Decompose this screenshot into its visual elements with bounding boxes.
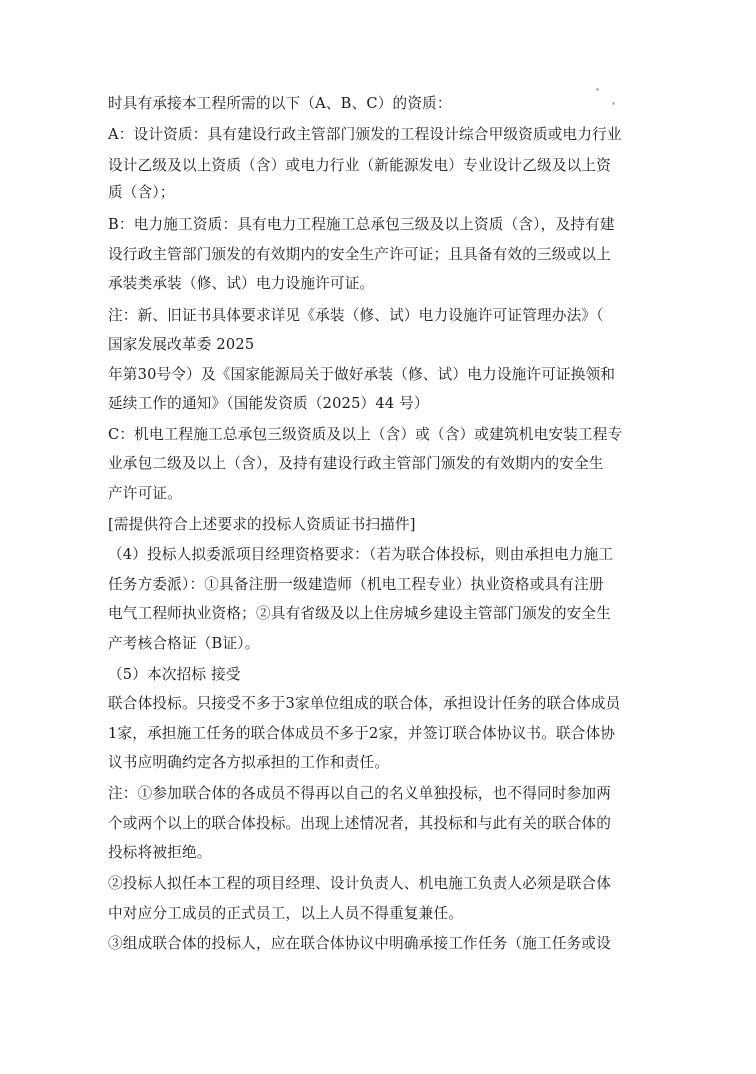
text-line: 投标将被拒绝。 (108, 844, 212, 861)
text-line: 注：①参加联合体的各成员不得再以自己的名义单独投标，也不得同时参加两 (108, 785, 611, 802)
text-line: 电气工程师执业资格；②具有省级及以上住房城乡建设主管部门颁发的安全生 (108, 605, 611, 622)
text-line: 个或两个以上的联合体投标。出现上述情况者，其投标和与此有关的联合体的 (108, 815, 611, 832)
text-line: 设行政主管部门颁发的有效期内的安全生产许可证；且具备有效的三级或以上 (108, 246, 611, 263)
text-line: 年第30号令）及《国家能源局关于做好承装（修、试）电力设施许可证换领和 (108, 366, 616, 383)
text-line: 产考核合格证（B证）。 (108, 635, 260, 652)
text-line: 议书应明确约定各方拟承担的工作和责任。 (108, 754, 390, 771)
text-line: 1家，承担施工任务的联合体成员不多于2家，并签订联合体协议书。联合体协 (108, 725, 616, 742)
text-line: B：电力施工资质：具有电力工程施工总承包三级及以上资质（含），及持有建 (108, 216, 615, 233)
text-line: （5）本次招标 接受 (108, 666, 241, 683)
text-line: 时具有承接本工程所需的以下（A、B、C）的资质： (108, 95, 452, 112)
text-line: 承装类承装（修、试）电力设施许可证。 (108, 275, 375, 292)
text-line: ②投标人拟任本工程的项目经理、设计负责人、机电施工负责人必须是联合体 (108, 875, 611, 892)
text-line: ③组成联合体的投标人，应在联合体协议中明确承接工作任务（施工任务或设 (108, 935, 611, 952)
text-line: 任务方委派）：①具备注册一级建造师（机电工程专业）执业资格或具有注册 (108, 576, 604, 593)
text-line: 业承包二级及以上（含），及持有建设行政主管部门颁发的有效期内的安全生 (108, 455, 604, 472)
text-line: C：机电工程施工总承包三级资质及以上（含）或（含）或建筑机电安装工程专 (108, 426, 623, 443)
scan-speck (596, 88, 599, 91)
text-line: 国家发展改革委 2025 (108, 336, 255, 353)
text-line: 质（含）； (108, 184, 175, 201)
text-line: 产许可证。 (108, 485, 182, 502)
text-line: 联合体投标。只接受不多于3家单位组成的联合体，承担设计任务的联合体成员 (108, 695, 621, 712)
text-line: 设计乙级及以上资质（含）或电力行业（新能源发电）专业设计乙级及以上资 (108, 157, 611, 174)
text-line: A：设计资质：具有建设行政主管部门颁发的工程设计综合甲级资质或电力行业 (108, 126, 622, 143)
text-line: 延续工作的通知》（国能发资质（2025）44 号） (108, 395, 429, 412)
scan-speck (612, 102, 615, 105)
text-line: [需提供符合上述要求的投标人资质证书扫描件] (108, 516, 416, 533)
text-line: 中对应分工成员的正式员工，以上人员不得重复兼任。 (108, 905, 464, 922)
text-line: 注：新、旧证书具体要求详见《承装（修、试）电力设施许可证管理办法》（ (108, 307, 604, 324)
text-line: （4）投标人拟委派项目经理资格要求：（若为联合体投标，则由承担电力施工 (108, 546, 614, 563)
